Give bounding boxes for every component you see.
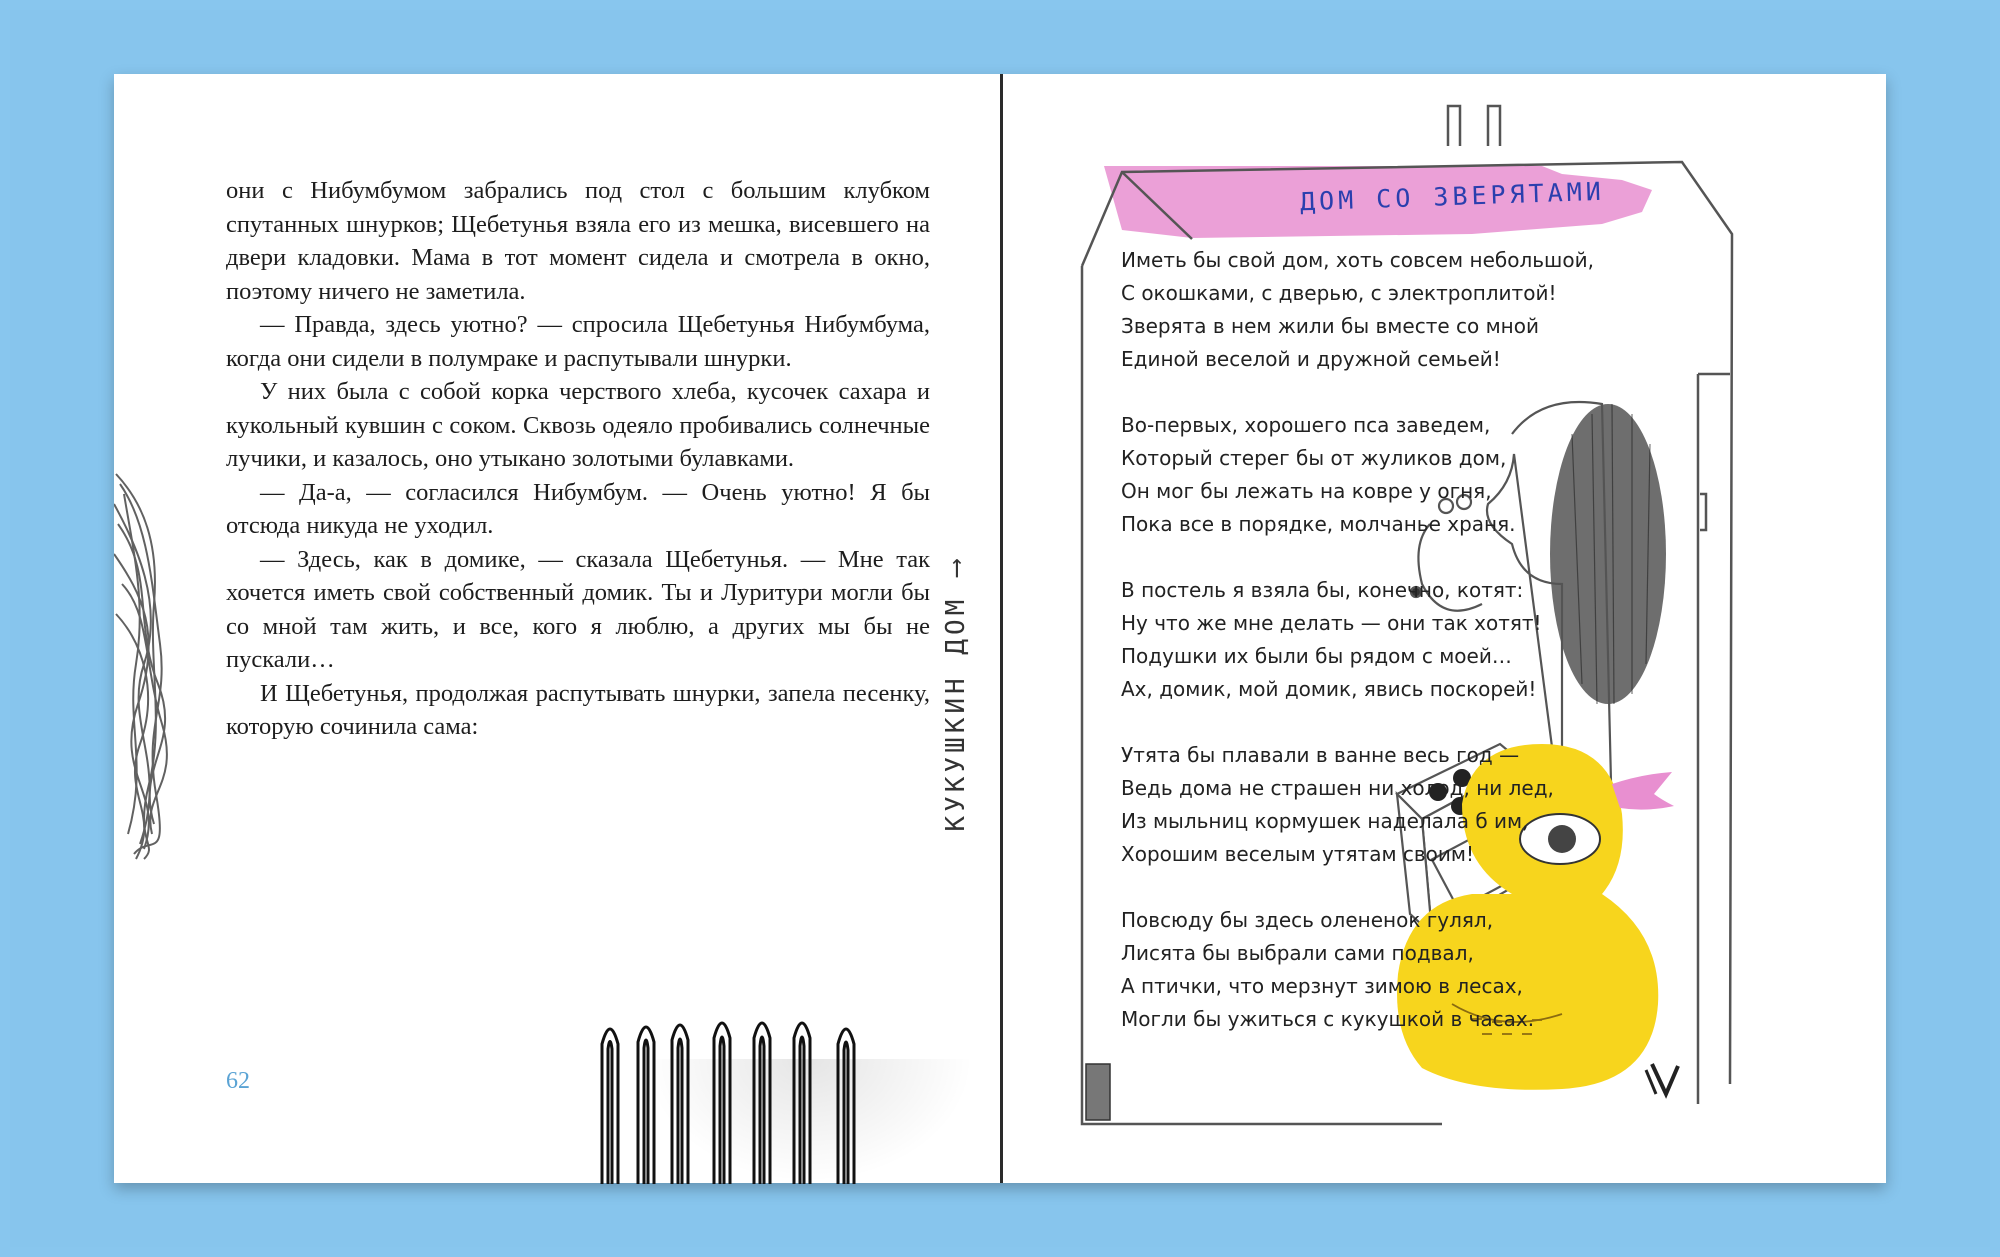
poem-line: Иметь бы свой дом, хоть совсем небольшой, <box>1121 248 1594 272</box>
story-paragraph: они с Нибумбумом забрались под стол с большим клубком спутанных шнурков; Щебетунья взяла его из мешка, висевшего на двери кладовки. Мама в тот момент сидела и смотрела в окно, поэтому ничего не заметила. <box>226 177 930 305</box>
poem-line: Который стерег бы от жуликов дом, <box>1121 446 1507 470</box>
poem-line: Могли бы ужиться с кукушкой в часах. <box>1121 1007 1535 1031</box>
poem-text <box>1121 244 1641 1069</box>
poem-line: Подушки их были бы рядом с моей… <box>1121 644 1512 668</box>
poem-line: Лисята бы выбрали сами подвал, <box>1121 941 1474 965</box>
story-paragraph: — Здесь, как в домике, — сказала Щебетунья. — Мне так хочется иметь свой собственный домик. Ты и Луритури могли бы со мной там жить, и все, кого я люблю, а других мы бы не пускали… <box>226 545 930 673</box>
story-paragraph: И Щебетунья, продолжая распутывать шнурки, запела песенку, которую сочинила сама: <box>226 679 930 740</box>
poem-line: Повсюду бы здесь олененок гулял, <box>1121 908 1494 932</box>
poem-line: Ну что же мне делать — они так хотят! <box>1121 611 1542 635</box>
pencil-scribble-illustration <box>114 464 174 864</box>
story-text <box>226 174 930 744</box>
poem-line: Ведь дома не страшен ни холод, ни лед, <box>1121 776 1554 800</box>
poem-line: В постель я взяла бы, конечно, котят: <box>1121 578 1524 602</box>
poem-line: Утята бы плавали в ванне весь год — <box>1121 743 1520 767</box>
poem-stanza <box>1121 244 1641 376</box>
poem-stanza <box>1121 574 1641 706</box>
book-spread <box>114 74 1886 1183</box>
story-paragraph: У них была с собой корка черствого хлеба, кусочек сахара и кукольный кувшин с соком. Сквозь одеяло пробивались солнечные лучики, и казалось, оно утыкано золотыми булавками. <box>226 378 930 472</box>
story-paragraph: — Да-а, — согласился Нибумбум. — Очень уютно! Я бы отсюда никуда не уходил. <box>226 478 930 539</box>
fence-illustration <box>594 1004 884 1184</box>
book-spine <box>1000 74 1003 1183</box>
poem-line: Пока все в порядке, молчанье храня. <box>1121 512 1516 536</box>
poem-line: Хорошим веселым утятам своим! <box>1121 842 1475 866</box>
vertical-caption: КУКУШКИН ДОМ ⟶ <box>941 556 971 832</box>
poem-stanza <box>1121 904 1641 1036</box>
poem-line: Во-первых, хорошего пса заведем, <box>1121 413 1491 437</box>
poem-line: С окошками, с дверью, с электроплитой! <box>1121 281 1557 305</box>
poem-line: Ах, домик, мой домик, явись поскорей! <box>1121 677 1537 701</box>
poem-stanza <box>1121 739 1641 871</box>
poem-line: Зверята в нем жили бы вместе со мной <box>1121 314 1539 338</box>
page-number: 62 <box>226 1068 250 1094</box>
poem-stanza <box>1121 409 1641 541</box>
poem-line: Он мог бы лежать на ковре у огня, <box>1121 479 1492 503</box>
poem-line: Из мыльниц кормушек наделала б им, <box>1121 809 1529 833</box>
poem-line: А птички, что мерзнут зимою в лесах, <box>1121 974 1523 998</box>
story-paragraph: — Правда, здесь уютно? — спросила Щебетунья Нибумбума, когда они сидели в полумраке и распутывали шнурки. <box>226 311 930 372</box>
poem-title: ДОМ СО ЗВЕРЯТАМИ <box>1299 176 1606 217</box>
poem-line: Единой веселой и дружной семьей! <box>1121 347 1501 371</box>
